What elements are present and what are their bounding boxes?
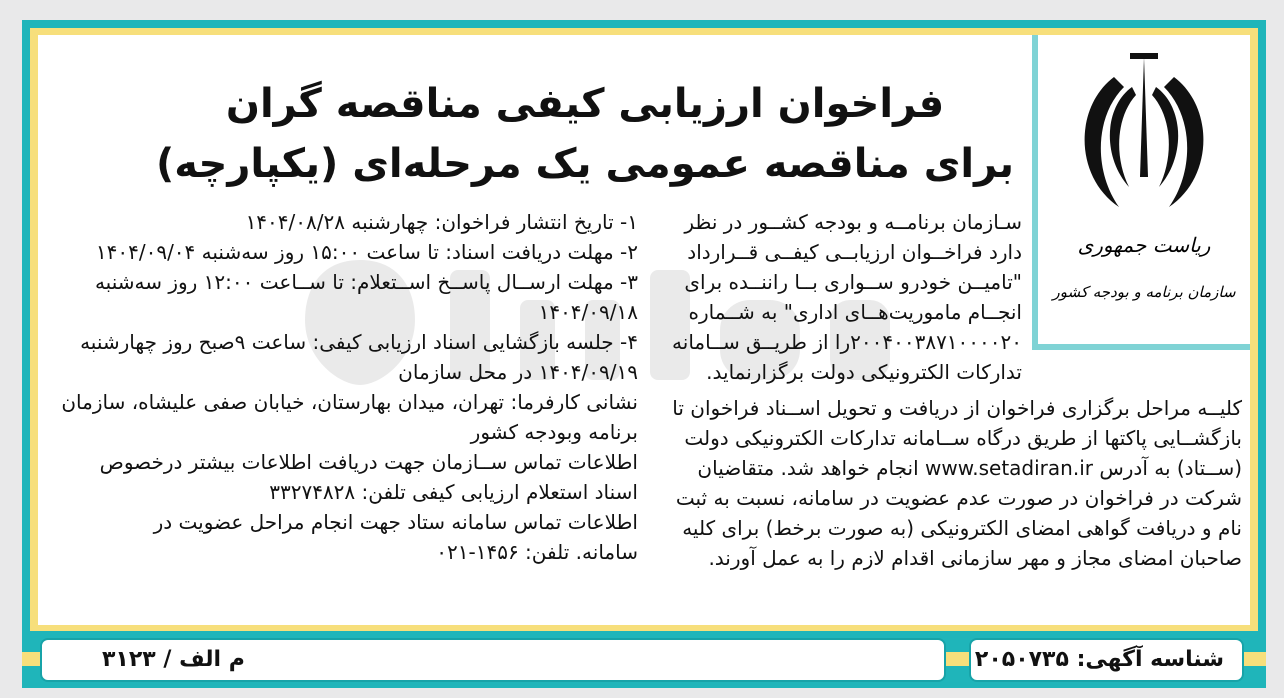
emblem-box	[1032, 35, 1250, 350]
footer-stripe	[1242, 652, 1266, 666]
text-line: اطلاعات تماس سامانه ستاد جهت انجام مراحل عضویت در	[153, 510, 638, 534]
text-line: ۲- مهلت دریافت اسناد: تا ساعت ۱۵:۰۰ روز سه‌شنبه ۱۴۰۴/۰۹/۰۴	[95, 240, 638, 264]
text-line: تدارکات الکترونیکی دولت برگزارنماید.	[706, 360, 1022, 384]
text-line: بازگشــایی پاکتها از طریق درگاه ســامانه تدارکات الکترونیکی دولت	[684, 426, 1242, 450]
details-text	[48, 207, 638, 567]
text-line: ۲۰۰۴۰۰۳۸۷۱۰۰۰۰۲۰را از طریــق ســامانه	[672, 330, 1022, 354]
emblem-line2: سازمان برنامه و بودجه کشور	[1052, 283, 1236, 301]
text-line: ۳- مهلت ارســال پاســخ اســتعلام: تا ســاعت ۱۲:۰۰ روز سه‌شنبه	[94, 270, 638, 294]
text-line: ۴- جلسه بازگشایی اسناد ارزیابی کیفی: ساعت ۹صبح روز چهارشنبه	[80, 330, 638, 354]
text-line: اسناد استعلام ارزیابی کیفی تلفن: ۳۳۲۷۴۸۲۸	[269, 480, 638, 504]
title-line2: برای مناقصه عمومی یک مرحله‌ای (یکپارچه)	[155, 141, 1015, 187]
intro-text	[652, 207, 1022, 387]
title-line1: فراخوان ارزیابی کیفی مناقصه گران	[225, 81, 945, 127]
text-line: نام و دریافت گواهی امضای الکترونیکی (به صورت برخط) برای کلیه	[682, 516, 1242, 540]
text-line: صاحبان امضای مجاز و مهر سازمانی اقدام لازم را به عمل آورند.	[708, 546, 1242, 570]
iran-emblem-icon	[1074, 47, 1214, 217]
text-line: کلیــه مراحل برگزاری فراخوان از دریافت و تحویل اســناد فراخوان تا	[672, 396, 1242, 420]
text-line: سامانه. تلفن: ۱۴۵۶-۰۲۱	[436, 540, 638, 564]
text-line: دارد فراخــوان ارزیابــی کیفــی قــرارداد	[687, 240, 1022, 264]
text-line: ۱۴۰۴/۰۹/۱۸	[538, 300, 638, 324]
text-line: اطلاعات تماس ســازمان جهت دریافت اطلاعات بیشتر درخصوص	[99, 450, 638, 474]
text-line: برنامه وبودجه کشور	[470, 420, 638, 444]
ad-id: شناسه آگهی: ۲۰۵۰۷۳۵	[969, 638, 1244, 682]
text-line: شرکت در فراخوان در صورت عدم عضویت در سامانه، نسبت به ثبت	[675, 486, 1242, 510]
text-line: نشانی کارفرما: تهران، میدان بهارستان، خیابان صفی علیشاه، سازمان	[61, 390, 638, 414]
ad-code-text: م الف / ۳۱۲۳	[102, 647, 245, 672]
ad-code	[40, 638, 946, 682]
text-line: سـازمان برنامــه و بودجه کشــور در نظر	[684, 210, 1022, 234]
text-line: ۱- تاریخ انتشار فراخوان: چهارشنبه ۱۴۰۴/۰۸/۲۸	[245, 210, 638, 234]
emblem-line1: ریاست جمهوری	[1077, 233, 1211, 257]
text-line: انجــام ماموریت‌هــای اداری" به شــماره	[688, 300, 1022, 324]
footer-stripe	[944, 652, 971, 666]
text-line: "تامیــن خودرو ســواری بــا راننــده برای	[684, 270, 1022, 294]
text-line: (ســتاد) به آدرس www.setadiran.ir انجام خواهد شد. متقاضیان	[697, 456, 1242, 480]
page-title	[150, 74, 1020, 194]
procedure-text	[652, 393, 1242, 573]
text-line: ۱۴۰۴/۰۹/۱۹ در محل سازمان	[398, 360, 638, 384]
